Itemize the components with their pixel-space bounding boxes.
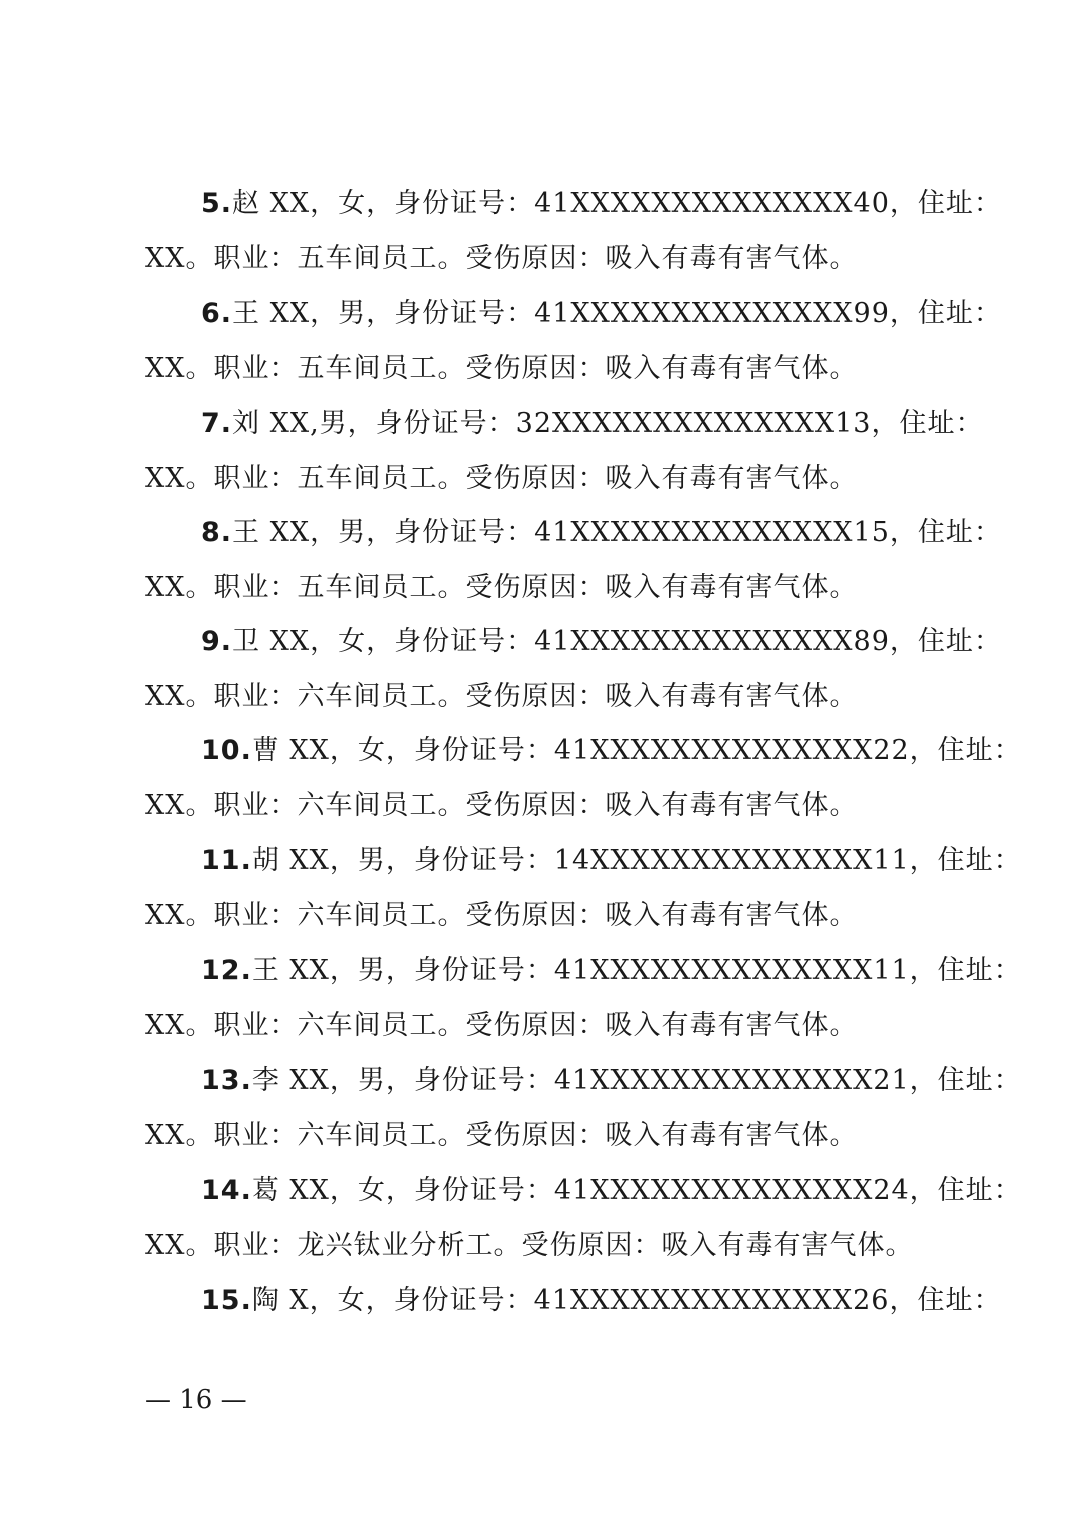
entry-text: 陶 X，女，身份证号：41XXXXXXXXXXXXXX26，住址： [251,1285,1002,1316]
entry-number: 13. [201,1065,252,1096]
entry-8-line-2: XX。职业：五车间员工。受伤原因：吸入有毒有害气体。 [145,572,858,603]
page-number: — 16 — [145,1385,247,1415]
entry-5-line-2: XX。职业：五车间员工。受伤原因：吸入有毒有害气体。 [145,243,858,274]
entry-number: 14. [201,1175,252,1206]
entry-12-line-2: XX。职业：六车间员工。受伤原因：吸入有毒有害气体。 [145,1010,858,1041]
entry-number: 15. [201,1285,252,1316]
entry-11-line-2: XX。职业：六车间员工。受伤原因：吸入有毒有害气体。 [145,900,858,931]
entry-13-line-1 [145,1053,1022,1109]
entry-text: 王 XX，男，身份证号：41XXXXXXXXXXXXXX11，住址： [251,955,1022,986]
entry-text: 刘 XX,男，身份证号：32XXXXXXXXXXXXXX13，住址： [232,408,984,439]
entry-number: 7. [201,408,233,439]
entry-text: 葛 XX，女，身份证号：41XXXXXXXXXXXXXX24，住址： [251,1175,1022,1206]
entry-7-line-2: XX。职业：五车间员工。受伤原因：吸入有毒有害气体。 [145,463,858,494]
entry-14-line-2: XX。职业：龙兴钛业分析工。受伤原因：吸入有毒有害气体。 [145,1230,914,1261]
entry-number: 10. [201,735,252,766]
entry-number: 11. [201,845,252,876]
entry-8-line-1 [145,505,1002,561]
entry-12-line-1 [145,943,1022,999]
entry-number: 8. [201,517,233,548]
entry-number: 12. [201,955,252,986]
entry-text: 赵 XX，女，身份证号：41XXXXXXXXXXXXXX40，住址： [232,188,1002,219]
entry-14-line-1 [145,1163,1022,1219]
entry-15-line-1 [145,1273,1002,1329]
entry-number: 6. [201,298,233,329]
entry-11-line-1 [145,833,1022,889]
entry-5-line-1 [145,176,1002,232]
entry-number: 9. [201,626,233,657]
entry-6-line-2: XX。职业：五车间员工。受伤原因：吸入有毒有害气体。 [145,353,858,384]
entry-text: 王 XX，男，身份证号：41XXXXXXXXXXXXXX99，住址： [232,298,1002,329]
entry-7-line-1 [145,396,984,452]
entry-9-line-2: XX。职业：六车间员工。受伤原因：吸入有毒有害气体。 [145,681,858,712]
entry-text: 王 XX，男，身份证号：41XXXXXXXXXXXXXX15，住址： [232,517,1002,548]
entry-text: 卫 XX，女，身份证号：41XXXXXXXXXXXXXX89，住址： [232,626,1002,657]
entry-number: 5. [201,188,233,219]
entry-text: 李 XX，男，身份证号：41XXXXXXXXXXXXXX21，住址： [251,1065,1022,1096]
entry-10-line-1 [145,723,1022,779]
entry-9-line-1 [145,614,1002,670]
entry-10-line-2: XX。职业：六车间员工。受伤原因：吸入有毒有害气体。 [145,790,858,821]
entry-13-line-2: XX。职业：六车间员工。受伤原因：吸入有毒有害气体。 [145,1120,858,1151]
entry-text: 胡 XX，男，身份证号：14XXXXXXXXXXXXXX11，住址： [251,845,1022,876]
entry-text: 曹 XX，女，身份证号：41XXXXXXXXXXXXXX22，住址： [251,735,1022,766]
entry-6-line-1 [145,286,1002,342]
